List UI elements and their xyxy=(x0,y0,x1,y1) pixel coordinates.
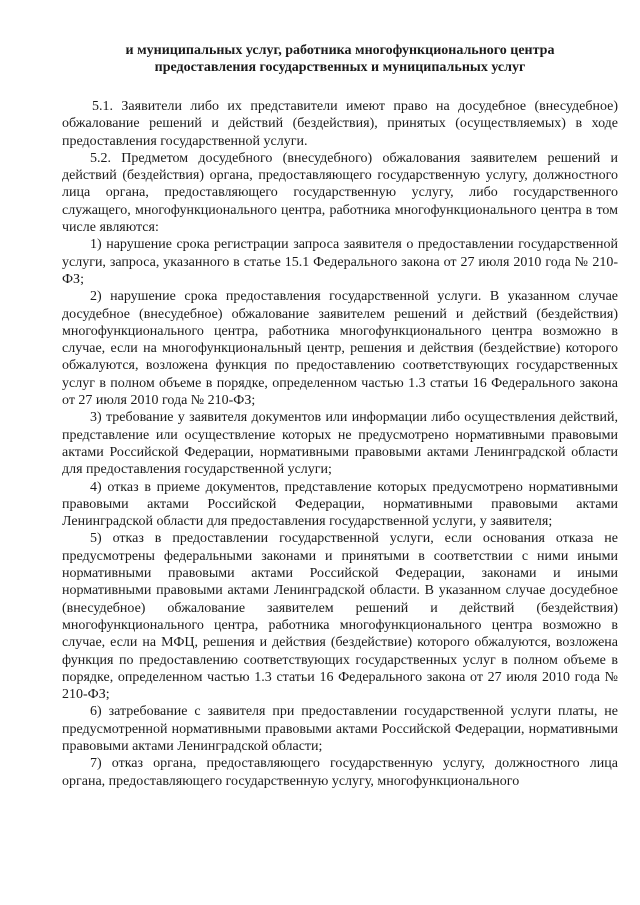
list-item-3: 3) требование у заявителя документов или информации либо осуществления действий, представление или осуществление которых не предусмотрено нормативными правовыми актами Российской Федерации, нормативными правовыми актами Ленинградской области для предоставления государственной услуги; xyxy=(62,410,618,478)
paragraph-5-2: 5.2. Предметом досудебного (внесудебного) обжалования заявителем решений и действий (бездействия) органа, предоставляющего государственную услугу, должностного лица органа, предоставляющего государственную услугу, либо государственного служащего, многофункционального центра, работника многофункционального центра в том числе являются: xyxy=(62,150,618,236)
list-item-6: 6) затребование с заявителя при предоставлении государственной услуги платы, не предусмотренной нормативными правовыми актами Российской Федерации, нормативными правовыми актами Ленинградской области; xyxy=(62,704,618,754)
list-item-2: 2) нарушение срока предоставления государственной услуги. В указанном случае досудебное (внесудебное) обжалование заявителем решений и действий (бездействия) многофункционального центра, работника многофункционального центра возможно в случае, если на многофункциональный центр, решения и действия (бездействие) которого обжалуются, возложена функция по предоставлению соответствующих государственных услуг в полном объеме в порядке, определенном частью 1.3 статьи 16 Федерального закона от 27 июля 2010 года № 210-ФЗ; xyxy=(62,289,618,409)
paragraph-5-1: 5.1. Заявители либо их представители имеют право на досудебное (внесудебное) обжалование решений и действий (бездействия), принятых (осуществляемых) в ходе предоставления государственной услуги. xyxy=(62,99,618,149)
document-page xyxy=(62,42,618,790)
section-heading xyxy=(62,42,618,76)
list-item-7: 7) отказ органа, предоставляющего государственную услугу, должностного лица органа, предоставляющего государственную услугу, многофункционального xyxy=(62,756,618,789)
list-item-5: 5) отказ в предоставлении государственной услуги, если основания отказа не предусмотрены федеральными законами и принятыми в соответствии с ними иными нормативными правовыми актами Российской Федерации, законами и иными нормативными правовыми актами Ленинградской области. В указанном случае досудебное (внесудебное) обжалование заявителем решений и действий (бездействия) многофункционального центра, работника многофункционального центра возможно в случае, если на МФЦ, решения и действия (бездействие) которого обжалуются, возложена функция по предоставлению соответствующих государственных услуг в полном объеме в порядке, определенном частью 1.3 статьи 16 Федерального закона от 27 июля 2010 года № 210-ФЗ; xyxy=(62,531,618,703)
heading-line-1: и муниципальных услуг, работника многофункционального центра xyxy=(125,43,555,58)
list-item-1: 1) нарушение срока регистрации запроса заявителя о предоставлении государственной услуги, запроса, указанного в статье 15.1 Федерального закона от 27 июля 2010 года № 210-ФЗ; xyxy=(62,237,618,287)
heading-line-2: предоставления государственных и муниципальных услуг xyxy=(154,60,526,75)
list-item-4: 4) отказ в приеме документов, представление которых предусмотрено нормативными правовыми актами Российской Федерации, нормативными правовыми актами Ленинградской области для предоставления государственной услуги, у заявителя; xyxy=(62,479,618,530)
